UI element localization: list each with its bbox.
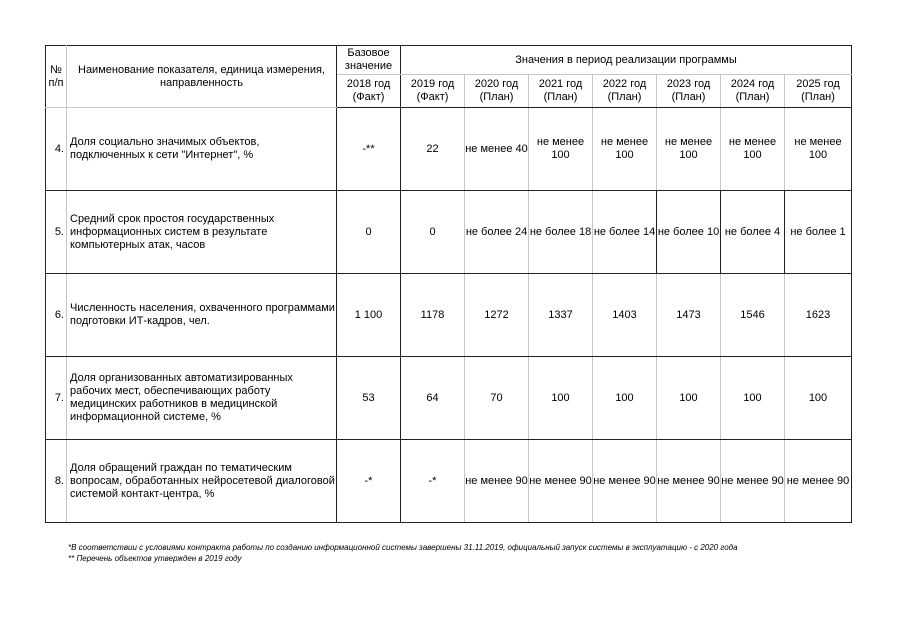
header-base-group: Базовое значение bbox=[337, 46, 401, 75]
value-cell: 1546 bbox=[721, 274, 785, 357]
table-body bbox=[46, 108, 852, 523]
value-cell: 0 bbox=[337, 191, 401, 274]
table-row bbox=[46, 357, 852, 440]
value-cell: 70 bbox=[465, 357, 529, 440]
indicator-name: Доля организованных автоматизированных рабочих мест, обеспечивающих работу медицинских работников в медицинской информационной системе, % bbox=[67, 357, 337, 440]
header-period-group: Значения в период реализации программы bbox=[401, 46, 852, 75]
value-cell: не менее 100 bbox=[657, 108, 721, 191]
value-cell: -* bbox=[401, 440, 465, 523]
value-cell: -** bbox=[337, 108, 401, 191]
row-number: 5. bbox=[46, 191, 67, 274]
header-year: 2024 год (План) bbox=[721, 75, 785, 108]
header-year: 2023 год (План) bbox=[657, 75, 721, 108]
value-cell: 1 100 bbox=[337, 274, 401, 357]
value-cell: 100 bbox=[785, 357, 852, 440]
value-cell: не менее 90 bbox=[785, 440, 852, 523]
footnotes bbox=[68, 542, 738, 564]
value-cell: 1272 bbox=[465, 274, 529, 357]
value-cell: не более 24 bbox=[465, 191, 529, 274]
header-num: № п/п bbox=[46, 46, 67, 108]
footnote: ** Перечень объектов утвержден в 2019 году bbox=[68, 554, 242, 563]
value-cell: -* bbox=[337, 440, 401, 523]
value-cell: не более 1 bbox=[785, 191, 852, 274]
table-row bbox=[46, 191, 852, 274]
value-cell: не более 10 bbox=[657, 191, 721, 274]
value-cell: не более 4 bbox=[721, 191, 785, 274]
value-cell: 100 bbox=[529, 357, 593, 440]
header-year: 2019 год (Факт) bbox=[401, 75, 465, 108]
indicator-name: Средний срок простоя государственных информационных систем в результате компьютерных атак, часов bbox=[67, 191, 337, 274]
value-cell: не менее 90 bbox=[529, 440, 593, 523]
value-cell: 100 bbox=[721, 357, 785, 440]
indicator-name: Доля обращений граждан по тематическим вопросам, обработанных нейросетевой диалоговой системой контакт-центра, % bbox=[67, 440, 337, 523]
value-cell: 0 bbox=[401, 191, 465, 274]
value-cell: не менее 90 bbox=[721, 440, 785, 523]
indicator-name: Численность населения, охваченного программами подготовки ИТ-кадров, чел. bbox=[67, 274, 337, 357]
row-number: 6. bbox=[46, 274, 67, 357]
value-cell: не менее 100 bbox=[785, 108, 852, 191]
value-cell: не менее 90 bbox=[657, 440, 721, 523]
value-cell: не менее 90 bbox=[593, 440, 657, 523]
header-year: 2021 год (План) bbox=[529, 75, 593, 108]
indicator-name: Доля социально значимых объектов, подключенных к сети "Интернет", % bbox=[67, 108, 337, 191]
value-cell: 1403 bbox=[593, 274, 657, 357]
value-cell: 1178 bbox=[401, 274, 465, 357]
value-cell: 1473 bbox=[657, 274, 721, 357]
indicators-table bbox=[45, 45, 852, 523]
value-cell: 1337 bbox=[529, 274, 593, 357]
row-number: 4. bbox=[46, 108, 67, 191]
header-year: 2022 год (План) bbox=[593, 75, 657, 108]
value-cell: 100 bbox=[593, 357, 657, 440]
value-cell: не менее 90 bbox=[465, 440, 529, 523]
header-year: 2020 год (План) bbox=[465, 75, 529, 108]
header-year: 2018 год (Факт) bbox=[337, 75, 401, 108]
table-row bbox=[46, 108, 852, 191]
header-name: Наименование показателя, единица измерения, направленность bbox=[67, 46, 337, 108]
header-year: 2025 год (План) bbox=[785, 75, 852, 108]
value-cell: не менее 40 bbox=[465, 108, 529, 191]
footnote: *В соответствии с условиями контракта работы по созданию информационной системы завершены 31.11.2019, официальный запуск системы в эксплуатацию - с 2020 года bbox=[68, 543, 738, 552]
value-cell: 22 bbox=[401, 108, 465, 191]
row-number: 8. bbox=[46, 440, 67, 523]
table-header bbox=[46, 46, 852, 108]
table-row bbox=[46, 274, 852, 357]
value-cell: 100 bbox=[657, 357, 721, 440]
value-cell: не более 18 bbox=[529, 191, 593, 274]
value-cell: 1623 bbox=[785, 274, 852, 357]
value-cell: не менее 100 bbox=[593, 108, 657, 191]
value-cell: 64 bbox=[401, 357, 465, 440]
table-row bbox=[46, 440, 852, 523]
value-cell: не более 14 bbox=[593, 191, 657, 274]
row-number: 7. bbox=[46, 357, 67, 440]
value-cell: не менее 100 bbox=[721, 108, 785, 191]
value-cell: 53 bbox=[337, 357, 401, 440]
value-cell: не менее 100 bbox=[529, 108, 593, 191]
